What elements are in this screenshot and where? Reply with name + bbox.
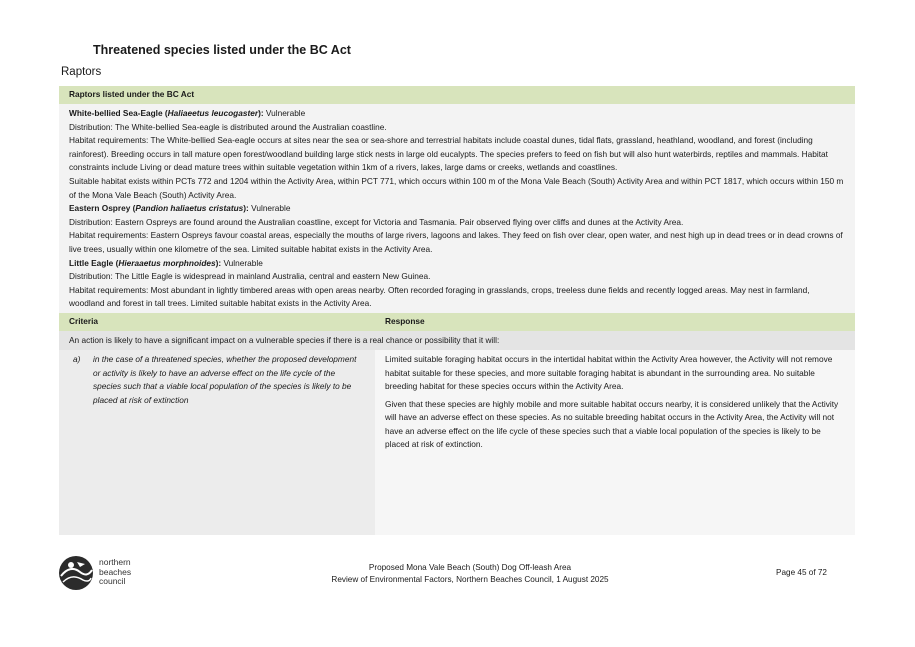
response-paragraph: Limited suitable foraging habitat occurs in the intertidal habitat within the Activity Area however, the Activity will not remove habitat suitable for these species, and more suitable foraging habitat is abundant in the surrounding area. No suitable breeding habitat for these species occurs within the Activity Area. xyxy=(385,353,833,392)
species-status: Vulnerable xyxy=(221,257,263,268)
intro-text: An action is likely to have a significant impact on a vulnerable species if there is a real chance or possibility that it will: xyxy=(59,331,855,350)
page-title: Threatened species listed under the BC Act xyxy=(93,43,351,57)
species-distribution: Distribution: The Little Eagle is widespread in mainland Australia, central and eastern New Guinea. xyxy=(69,271,431,282)
criterion-cell xyxy=(59,350,375,535)
species-habitat: Habitat requirements: The White-bellied Sea-eagle occurs at sites near the sea or sea-shore and terrestrial habitats include coastal dunes, tidal flats, grassland, heathland, woodland, and forest (including rainforest). Breeding occurs in tall mature open forest/woodland building large stick nests in large old eucalypts. The species prefers to feed on fish but will also hunt waterbirds, reptiles and mammals. Habitat constraints include Living or dead mature trees within suitable vegetation within 1km of a rivers, lakes, large dams or creeks, wetlands and coastlines. xyxy=(69,135,828,173)
footer-document-title xyxy=(300,562,640,585)
species-distribution: Distribution: The White-bellied Sea-eagle is distributed around the Australian coastline. xyxy=(69,121,387,132)
species-title: Eastern Osprey (Pandion haliaetus cristatus): Vulnerable xyxy=(69,203,291,214)
table-header-row xyxy=(59,86,855,104)
species-scientific-name: Pandion haliaetus cristatus xyxy=(135,203,244,214)
footer-title: Proposed Mona Vale Beach (South) Dog Off-leash Area xyxy=(368,563,572,572)
section-title: Raptors xyxy=(61,66,102,78)
intro-row xyxy=(59,331,855,350)
criterion-row xyxy=(59,350,855,535)
criterion-text: in the case of a threatened species, whether the proposed development or activity is likely to have an adverse effect on the life cycle of the species such that a viable local population of the species is likely to be placed at risk of extinction xyxy=(93,353,357,405)
response-cell xyxy=(375,350,855,535)
species-row xyxy=(59,104,855,313)
species-distribution: Distribution: Eastern Ospreys are found around the Australian coastline, except for Victoria and Tasmania. Pair observed flying over cliffs and dunes at the Activity Area. xyxy=(69,216,684,227)
species-habitat: Habitat requirements: Most abundant in lightly timbered areas with open areas nearby. Often recorded foraging in grasslands, crops, treeless dune fields and recently logged areas. May nest in farmland, woodland and forest in tall trees. Limited suitable habitat exists in the Activity Area. xyxy=(69,284,810,309)
species-habitat: Habitat requirements: Eastern Ospreys favour coastal areas, especially the mouths of large rivers, lagoons and lakes. They feed on fish over clear, open water, and nest high up in dead trees or in dead crowns of live trees, usually within one kilometre of the sea. Limited suitable habitat exists in the Activity Area. xyxy=(69,230,843,254)
response-paragraph: Given that these species are highly mobile and more suitable habitat occurs nearby, it is considered unlikely that the Activity will have an adverse effect on these species. As no suitable breeding habitat occurs in the Activity Area, the Activity will not have an adverse effect on the life cycle of these species such that a viable local population of the species is likely to be placed at risk of extinction. xyxy=(385,398,839,450)
table-header: Raptors listed under the BC Act xyxy=(59,86,855,104)
council-logo-icon xyxy=(56,554,96,592)
species-title: Little Eagle (Hieraaetus morphnoides): Vulnerable xyxy=(69,257,263,268)
species-scientific-name: Hieraaetus morphnoides xyxy=(118,257,216,268)
raptors-table xyxy=(59,86,855,535)
criteria-header-row xyxy=(59,313,855,331)
species-status: Vulnerable xyxy=(263,108,306,118)
species-extra: Suitable habitat exists within PCTs 772 and 1204 within the Activity Area, within PCT 771, which occurs within 100 m of the Mona Vale Beach (South) Activity Area and within PCT 1817, which occurs within 150 m of the Mona Vale Beach (South) Activity Area. xyxy=(69,175,844,200)
species-title: White-bellied Sea-Eagle (Haliaeetus leucogaster): Vulnerable xyxy=(69,108,306,118)
footer-subtitle: Review of Environmental Factors, Northern Beaches Council, 1 August 2025 xyxy=(331,574,609,584)
species-name: Eastern Osprey ( xyxy=(69,203,136,214)
criterion-letter: a) xyxy=(73,353,81,364)
response-header: Response xyxy=(375,313,855,331)
council-logo-text: northern beaches council xyxy=(99,557,132,587)
species-name: White-bellied Sea-Eagle ( xyxy=(69,108,168,118)
species-status: Vulnerable xyxy=(248,203,291,214)
criteria-header: Criteria xyxy=(59,313,375,331)
species-name: Little Eagle ( xyxy=(69,257,119,268)
page-number: Page 45 of 72 xyxy=(776,568,827,577)
species-cell xyxy=(59,104,855,313)
species-scientific-name: Haliaeetus leucogaster xyxy=(167,108,259,118)
